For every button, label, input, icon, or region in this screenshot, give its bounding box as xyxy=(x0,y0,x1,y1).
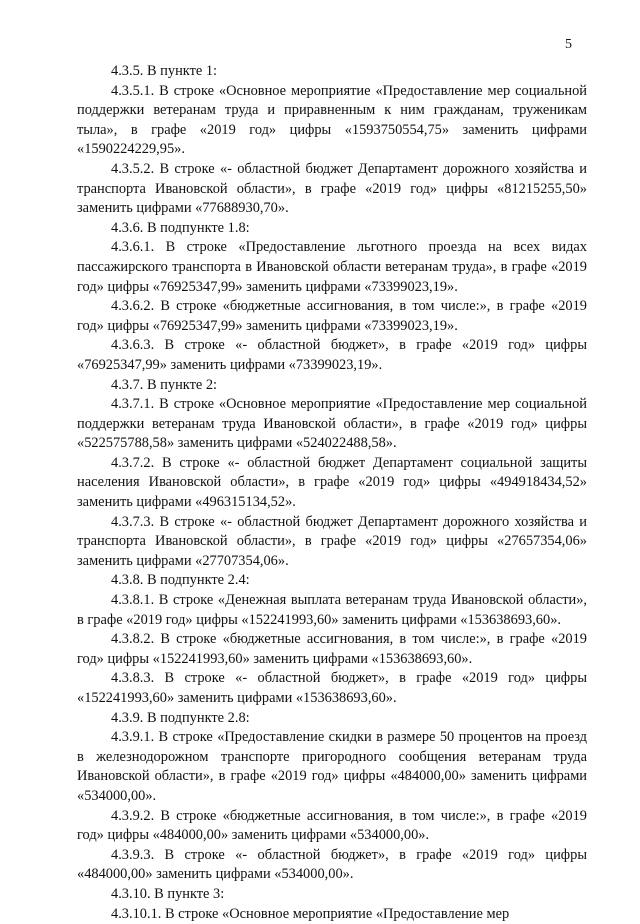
paragraph: 4.3.10. В пункте 3: xyxy=(111,885,225,902)
paragraph: 4.3.7.2. В строке «- областной бюджет Департамент социальной защиты населения Ивановской области», в графе «2019 год» цифры «494918434,52» заменить цифрами «496315134,52». xyxy=(77,454,587,511)
page-number: 5 xyxy=(565,37,572,52)
paragraph: 4.3.8.2. В строке «бюджетные ассигнования, в том числе:», в графе «2019 год» цифры «152241993,60» заменить цифрами «153638693,60». xyxy=(77,631,587,667)
paragraph: 4.3.9.1. В строке «Предоставление скидки в размере 50 процентов на проезд в железнодорожном транспорте пригородного сообщения ветеранам труда Ивановской области», в графе «2019 год» цифры «484000,00» заменить цифрами «534000,00». xyxy=(77,729,587,804)
paragraph: 4.3.7.3. В строке «- областной бюджет Департамент дорожного хозяйства и транспорта Ивановской области», в графе «2019 год» цифры «27657354,06» заменить цифрами «27707354,06». xyxy=(77,513,587,569)
paragraph: 4.3.9. В подпункте 2.8: xyxy=(111,709,250,726)
paragraph: 4.3.8.3. В строке «- областной бюджет», в графе «2019 год» цифры «152241993,60» заменить цифрами «153638693,60». xyxy=(77,670,587,706)
paragraph: 4.3.7.1. В строке «Основное мероприятие «Предоставление мер социальной поддержки ветеранам труда Ивановской области», в графе «2019 год» цифры «522575788,58» заменить цифрами «524022488,58». xyxy=(77,396,587,452)
paragraph: 4.3.6.1. В строке «Предоставление льготного проезда на всех видах пассажирского транспорта в Ивановской области ветеранам труда», в графе «2019 год» цифры «76925347,99» заменить цифрами «73399023,19». xyxy=(77,239,587,295)
paragraph: 4.3.7. В пункте 2: xyxy=(111,376,218,393)
paragraph: 4.3.8. В подпункте 2.4: xyxy=(111,572,250,589)
paragraph: 4.3.6.2. В строке «бюджетные ассигнования, в том числе:», в графе «2019 год» цифры «76925347,99» заменить цифрами «73399023,19». xyxy=(77,298,587,334)
paragraph: 4.3.10.1. В строке «Основное мероприятие «Предоставление мер xyxy=(111,905,510,922)
paragraph: 4.3.6. В подпункте 1.8: xyxy=(111,219,250,236)
paragraph: 4.3.8.1. В строке «Денежная выплата ветеранам труда Ивановской области», в графе «2019 год» цифры «152241993,60» заменить цифрами «153638693,60». xyxy=(77,592,587,628)
document-body xyxy=(77,62,587,924)
paragraph: 4.3.9.2. В строке «бюджетные ассигнования, в том числе:», в графе «2019 год» цифры «484000,00» заменить цифрами «534000,00». xyxy=(77,807,587,844)
paragraph: 4.3.9.3. В строке «- областной бюджет», в графе «2019 год» цифры «484000,00» заменить цифрами «534000,00». xyxy=(77,846,587,883)
paragraph: 4.3.5.1. В строке «Основное мероприятие «Предоставление мер социальной поддержки ветеранам труда и приравненным к ним гражданам, труженикам тыла», в графе «2019 год» цифры «1593750554,75» заменить цифрами «1590224229,95». xyxy=(77,82,587,158)
paragraph: 4.3.6.3. В строке «- областной бюджет», в графе «2019 год» цифры «76925347,99» заменить цифрами «73399023,19». xyxy=(77,337,587,373)
paragraph: 4.3.5.2. В строке «- областной бюджет Департамент дорожного хозяйства и транспорта Ивановской области», в графе «2019 год» цифры «81215255,50» заменить цифрами «77688930,70». xyxy=(77,160,587,217)
paragraph: 4.3.5. В пункте 1: xyxy=(111,63,218,79)
